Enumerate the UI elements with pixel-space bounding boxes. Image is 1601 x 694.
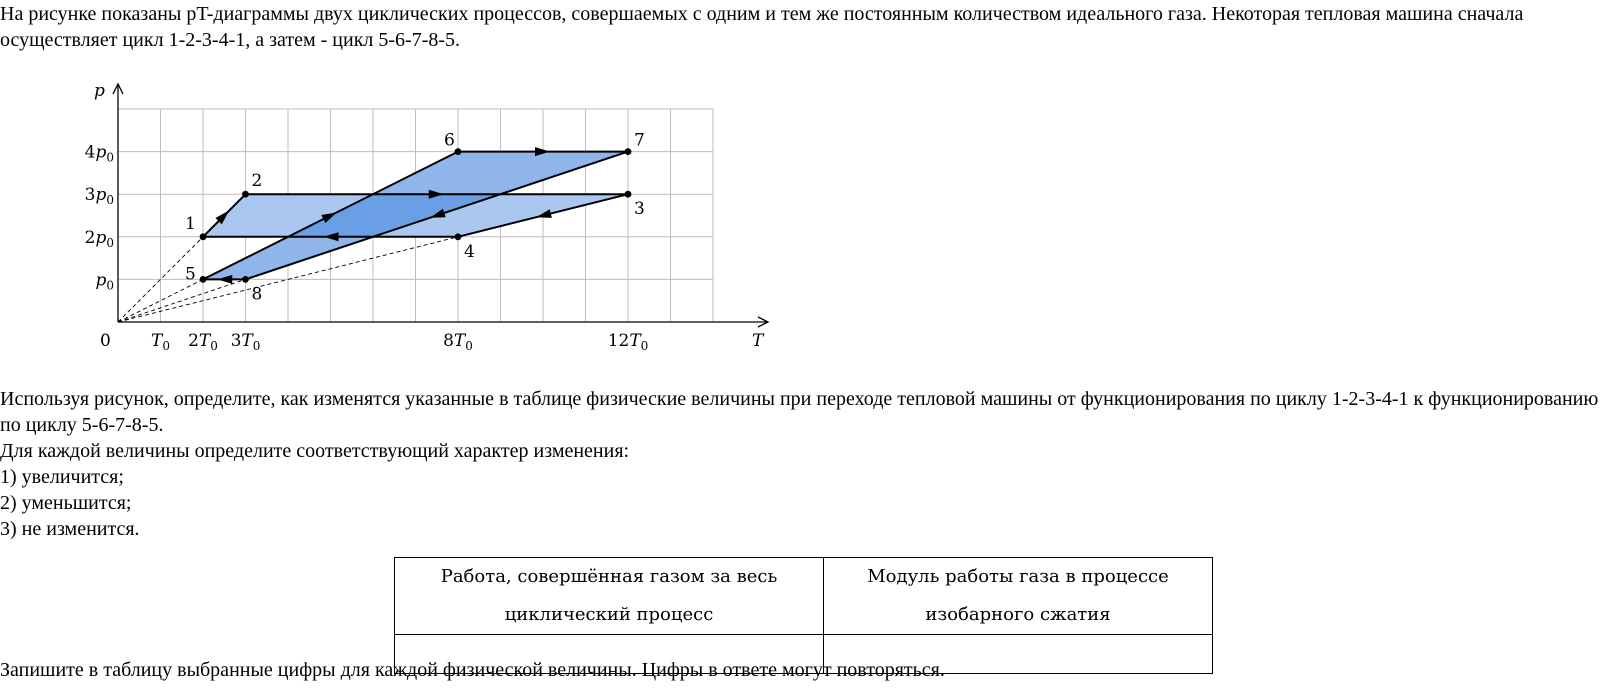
point-4 [455, 233, 462, 240]
point-label-5: 5 [185, 264, 196, 285]
point-5 [200, 276, 207, 283]
point-3 [625, 191, 632, 198]
y-tick-label: $p_0$ [95, 270, 114, 293]
y-tick-label: $2p_0$ [84, 227, 114, 250]
question-instruction: Для каждой величины определите соответствующий характер изменения: [0, 440, 630, 462]
option-3: 3) не изменится. [0, 518, 140, 540]
point-label-8: 8 [251, 284, 263, 305]
point-label-4: 4 [464, 241, 475, 262]
question-block [0, 386, 1600, 542]
col-header-isobaric-work: Модуль работы газа в процессе изобарного сжатия [824, 558, 1213, 635]
option-1: 1) увеличится; [0, 466, 124, 488]
point-label-1: 1 [185, 213, 196, 234]
x-tick-label: $8T_0$ [443, 331, 473, 353]
t-axis-label: T [752, 331, 764, 351]
footer-text: Запишите в таблицу выбранные цифры для каждой физической величины. Цифры в ответе могут повторяться. [0, 659, 945, 681]
x-tick-label: $3T_0$ [230, 331, 261, 353]
point-8 [242, 276, 249, 283]
point-label-3: 3 [634, 199, 645, 220]
p-axis-label: p [94, 81, 105, 101]
isochore-dash [118, 279, 246, 322]
x-tick-label: $12T_0$ [607, 331, 649, 353]
origin-label: 0 [100, 331, 111, 351]
x-tick-label: $T_0$ [151, 331, 170, 353]
y-tick-label: $4p_0$ [84, 142, 114, 165]
option-2: 2) уменьшится; [0, 492, 132, 514]
problem-intro: На рисунке показаны pT-диаграммы двух циклических процессов, совершаемых с одним и тем же постоянным количеством идеального газа. Некоторая тепловая машина сначала осуществляет цикл 1-2-3-4-1, а затем - цикл 5-6-7-8-5. [0, 3, 1524, 51]
point-label-6: 6 [444, 130, 455, 151]
point-7 [625, 148, 632, 155]
point-6 [455, 148, 462, 155]
pt-diagram [80, 76, 800, 376]
x-tick-label: $2T_0$ [188, 331, 218, 353]
point-2 [242, 191, 249, 198]
col-header-total-work: Работа, совершённая газом за весь циклический процесс [395, 558, 824, 635]
point-label-7: 7 [634, 130, 645, 151]
point-1 [200, 233, 207, 240]
y-tick-label: $3p_0$ [84, 185, 114, 208]
point-label-2: 2 [251, 171, 263, 192]
question-text: Используя рисунок, определите, как изменятся указанные в таблице физические величины при переходе тепловой машины от функционирования по циклу 1-2-3-4-1 к функционированию по циклу 5-6-7-8-5. [0, 388, 1599, 436]
